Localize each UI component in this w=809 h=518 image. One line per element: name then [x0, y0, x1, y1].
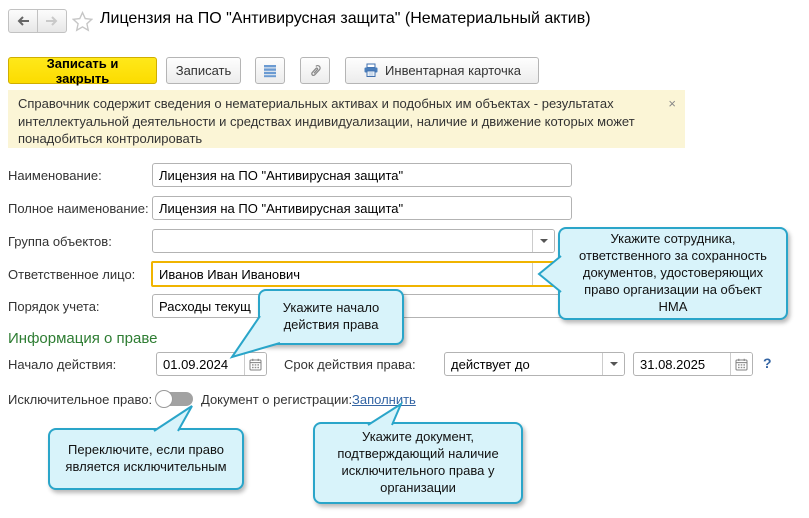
accounting-order-label: Порядок учета:	[8, 299, 100, 314]
start-date-label: Начало действия:	[8, 357, 117, 372]
attachments-button[interactable]	[300, 57, 330, 84]
favorite-star-icon[interactable]	[72, 11, 93, 32]
responsible-label: Ответственное лицо:	[8, 267, 136, 282]
name-input[interactable]	[153, 164, 571, 186]
arrow-left-icon	[15, 14, 31, 28]
tooltip-registration	[313, 422, 523, 504]
page-title: Лицензия на ПО "Антивирусная защита" (Нематериальный актив)	[100, 10, 591, 27]
name-field[interactable]	[152, 163, 572, 187]
object-group-dropdown-button[interactable]	[532, 230, 554, 252]
tooltip-responsible-text: Укажите сотрудника, ответственного за сохранность документов, удостоверяющих право организации на объект НМА	[579, 231, 767, 314]
chevron-down-icon	[540, 239, 548, 243]
tooltip-registration-text: Укажите документ, подтверждающий наличие исключительного права у организации	[337, 429, 499, 495]
term-field[interactable]	[444, 352, 625, 376]
inventory-card-label: Инвентарная карточка	[385, 63, 521, 78]
forward-button[interactable]	[37, 9, 67, 33]
calendar-icon	[735, 358, 748, 371]
banner-close-icon[interactable]: ×	[668, 96, 676, 111]
related-documents-button[interactable]	[255, 57, 285, 84]
end-date-field[interactable]	[633, 352, 753, 376]
object-group-input[interactable]	[153, 230, 532, 252]
object-group-label: Группа объектов:	[8, 234, 112, 249]
help-link[interactable]: ?	[763, 355, 772, 371]
back-button[interactable]	[8, 9, 38, 33]
tooltip-responsible	[558, 227, 788, 320]
tooltip-exclusive-text: Переключите, если право является исключительным	[65, 442, 227, 474]
paperclip-icon	[307, 63, 323, 79]
tooltip-tail	[536, 250, 562, 296]
full-name-input[interactable]	[153, 197, 571, 219]
info-banner	[8, 90, 685, 148]
end-date-input[interactable]	[634, 353, 730, 375]
inventory-card-button[interactable]	[345, 57, 539, 84]
tooltip-exclusive	[48, 428, 244, 490]
chevron-down-icon	[610, 362, 618, 366]
tooltip-tail	[226, 312, 286, 362]
rights-section-title: Информация о праве	[8, 330, 158, 347]
term-label: Срок действия права:	[284, 357, 416, 372]
exclusive-right-label: Исключительное право:	[8, 392, 153, 407]
registration-doc-label: Документ о регистрации:	[201, 392, 353, 407]
save-and-close-button[interactable]: Записать и закрыть	[8, 57, 157, 84]
end-date-calendar-button[interactable]	[730, 353, 752, 375]
full-name-field[interactable]	[152, 196, 572, 220]
printer-icon	[363, 63, 379, 78]
info-banner-text: Справочник содержит сведения о нематериальных активах и подобных им объектах - результатах интеллектуальной деятельности и средствах индивидуализации, наличие и движение которых может понадобиться контролировать	[18, 96, 635, 147]
save-button[interactable]: Записать	[166, 57, 241, 84]
name-label: Наименование:	[8, 168, 102, 183]
arrow-right-icon	[44, 14, 60, 28]
list-icon	[263, 64, 277, 78]
tooltip-tail	[360, 398, 410, 428]
full-name-label: Полное наименование:	[8, 201, 149, 216]
responsible-field[interactable]	[151, 261, 556, 287]
term-input[interactable]	[445, 353, 602, 375]
fill-registration-link[interactable]: Заполнить	[352, 392, 416, 407]
tooltip-start-date-text: Укажите начало действия права	[282, 300, 380, 332]
object-group-field[interactable]	[152, 229, 555, 253]
term-dropdown-button[interactable]	[602, 353, 624, 375]
tooltip-tail	[146, 400, 200, 434]
responsible-input[interactable]	[153, 263, 532, 285]
